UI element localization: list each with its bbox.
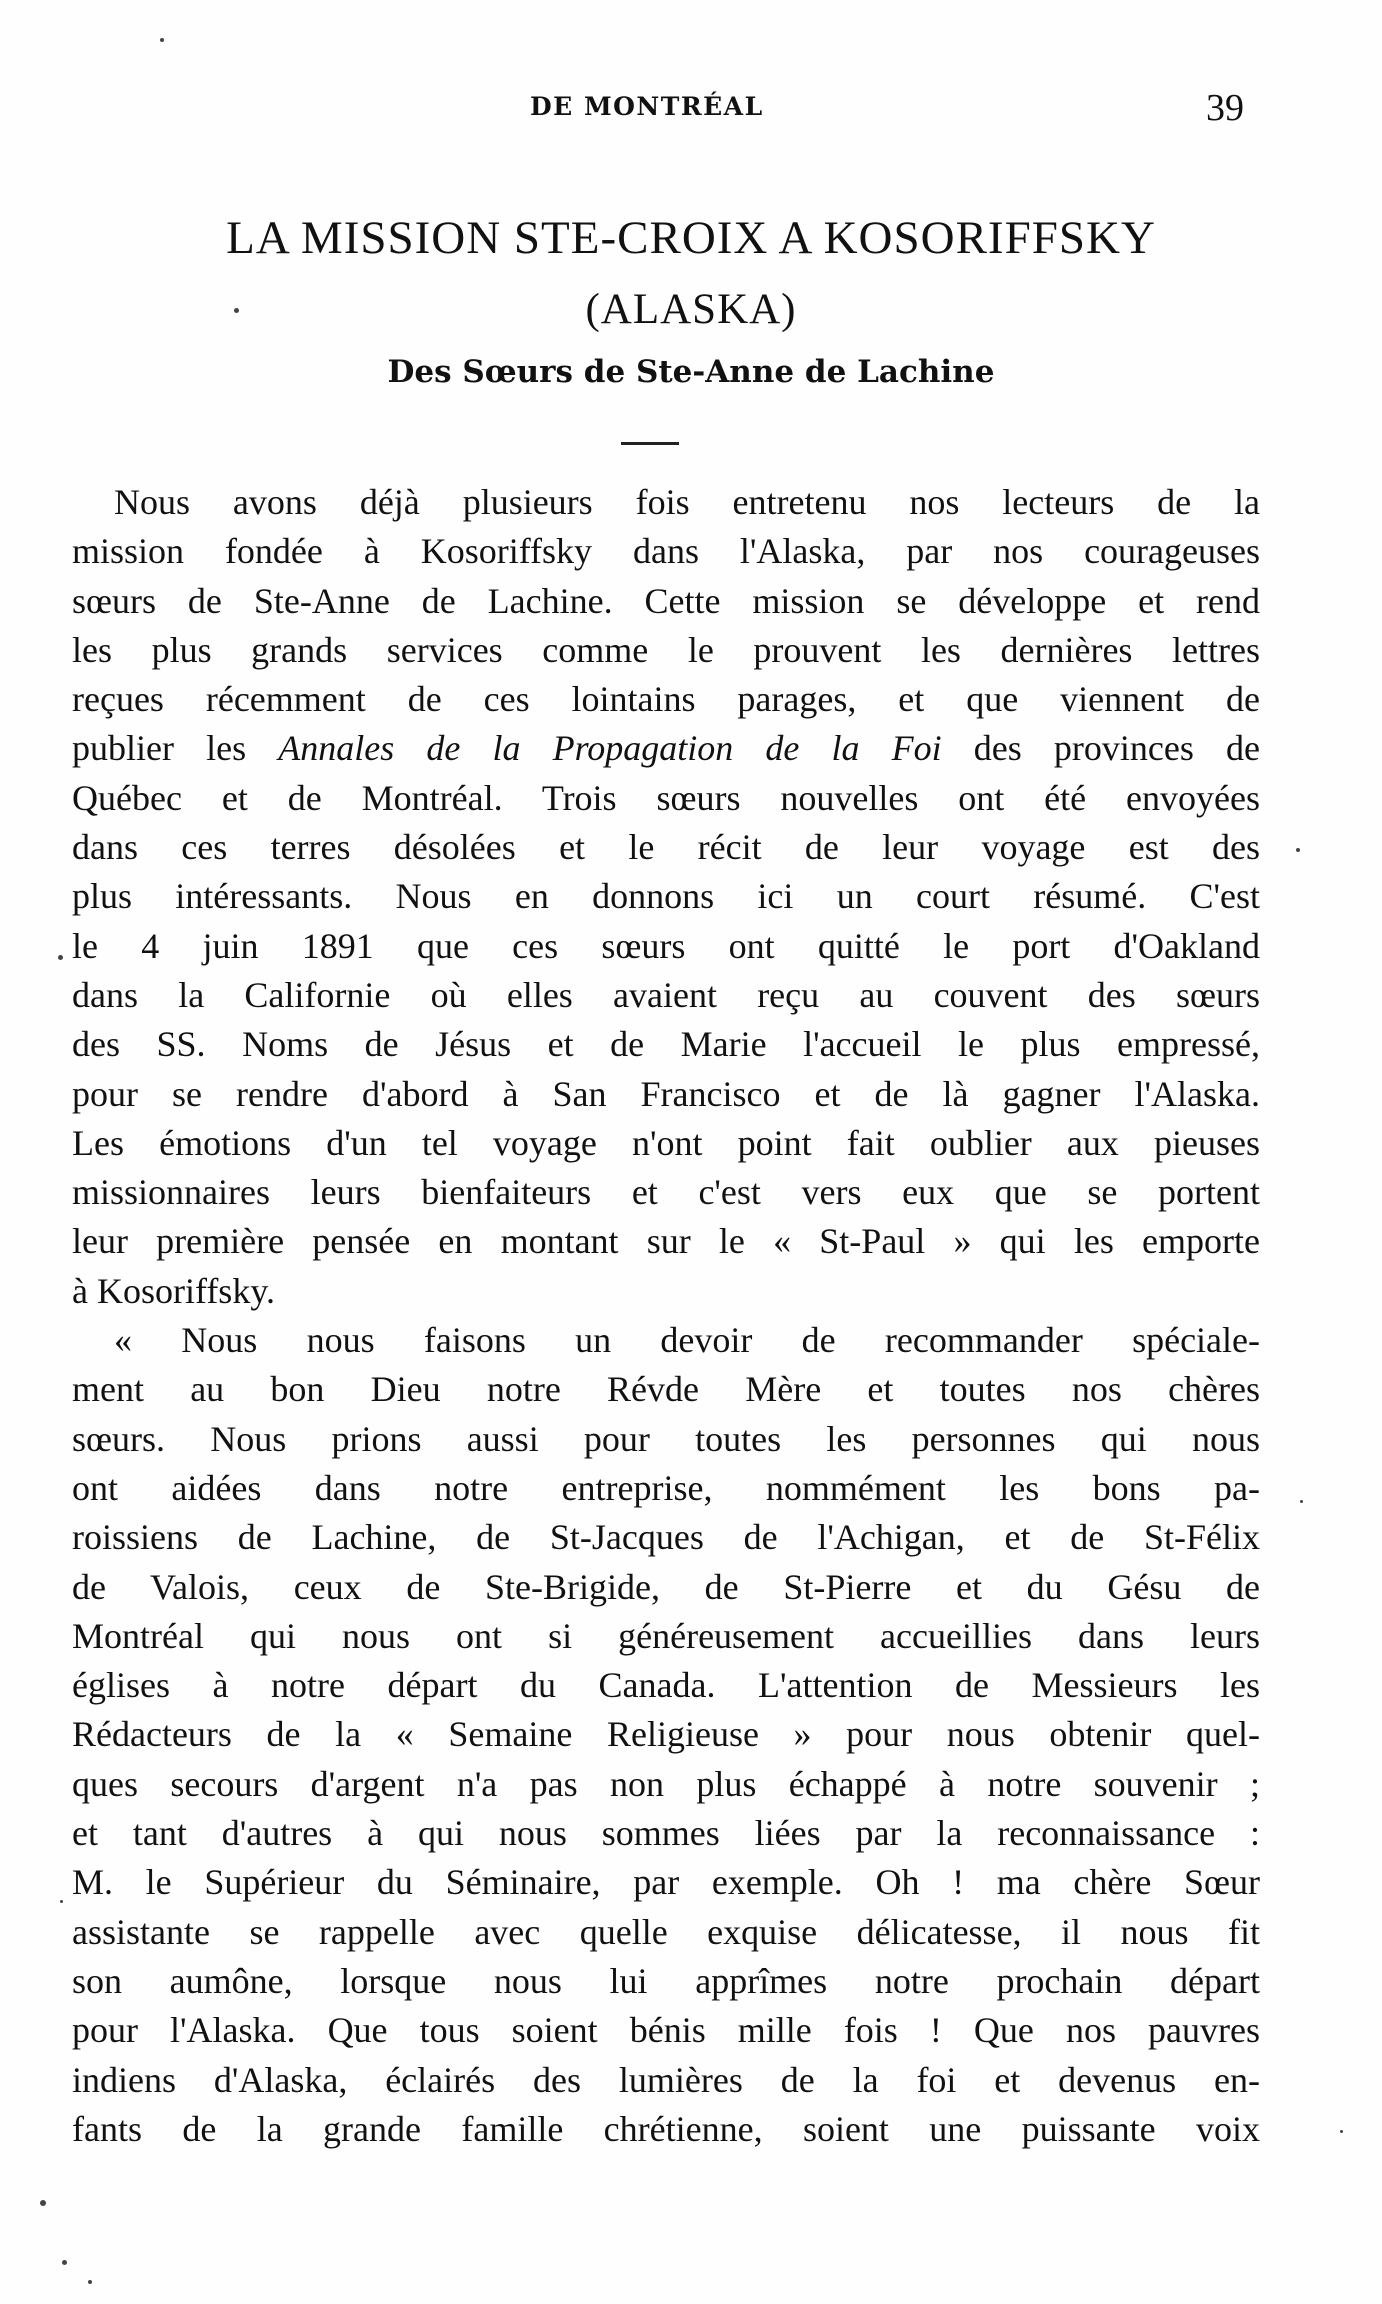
- text-line: ques secours d'argent n'a pas non plus échappé à notre souvenir ;: [72, 1763, 1260, 1804]
- text-line: missionnaires leurs bienfaiteurs et c'est vers eux que se portent: [72, 1172, 1260, 1213]
- page-number: 39: [1206, 87, 1244, 129]
- text-line: reçues récemment de ces lointains parages, et que viennent de: [72, 679, 1260, 720]
- text-line: Québec et de Montréal. Trois sœurs nouvelles ont été envoyées: [72, 777, 1260, 818]
- scan-speck: [58, 955, 63, 960]
- text-line: pour l'Alaska. Que tous soient bénis mille fois ! Que nos pauvres: [72, 2010, 1260, 2051]
- text-line: le 4 juin 1891 que ces sœurs ont quitté le port d'Oakland: [72, 925, 1260, 966]
- scan-speck: [88, 2280, 92, 2284]
- text-line-with-italic: [72, 724, 1260, 773]
- paragraph-2: [72, 1316, 1260, 2154]
- article-body: [72, 478, 1260, 2154]
- text-line: pour se rendre d'abord à San Francisco et de là gagner l'Alaska.: [72, 1073, 1260, 1114]
- text-line: églises à notre départ du Canada. L'attention de Messieurs les: [72, 1665, 1260, 1706]
- text-line: et tant d'autres à qui nous sommes liées par la reconnaissance :: [72, 1813, 1260, 1854]
- scan-speck: [60, 1900, 63, 1903]
- text-line: M. le Supérieur du Séminaire, par exemple. Oh ! ma chère Sœur: [72, 1862, 1260, 1903]
- scan-speck: [1340, 2130, 1343, 2133]
- text-line: son aumône, lorsque nous lui apprîmes notre prochain départ: [72, 1960, 1260, 2001]
- text-line: Montréal qui nous ont si généreusement accueillies dans leurs: [72, 1615, 1260, 1656]
- text-segment: publier les: [72, 728, 279, 769]
- article-subtitle: (ALASKA): [585, 286, 797, 333]
- text-line: sœurs. Nous prions aussi pour toutes les personnes qui nous: [72, 1418, 1260, 1459]
- text-line: de Valois, ceux de Ste-Brigide, de St-Pierre et du Gésu de: [72, 1566, 1260, 1607]
- scan-speck: [40, 2200, 46, 2206]
- journal-title-italic: Annales de la Propagation de la Foi: [278, 728, 942, 769]
- article-byline: Des Sœurs de Ste-Anne de Lachine: [387, 354, 995, 390]
- text-line: assistante se rappelle avec quelle exquise délicatesse, il nous fit: [72, 1911, 1260, 1952]
- text-line: sœurs de Ste-Anne de Lachine. Cette mission se développe et rend: [72, 580, 1260, 621]
- article-title: LA MISSION STE-CROIX A KOSORIFFSKY: [226, 212, 1156, 264]
- text-line: dans la Californie où elles avaient reçu au couvent des sœurs: [72, 974, 1260, 1015]
- paragraph-1: [72, 478, 1260, 1316]
- text-line: des SS. Noms de Jésus et de Marie l'accueil le plus empressé,: [72, 1024, 1260, 1065]
- text-line: mission fondée à Kosoriffsky dans l'Alaska, par nos courageuses: [72, 531, 1260, 572]
- scan-speck: [234, 308, 239, 313]
- text-line: à Kosoriffsky.: [72, 1270, 275, 1311]
- text-line: ment au bon Dieu notre Révde Mère et toutes nos chères: [72, 1369, 1260, 1410]
- text-line: indiens d'Alaska, éclairés des lumières de la foi et devenus en-: [72, 2059, 1260, 2100]
- text-line: Rédacteurs de la « Semaine Religieuse » pour nous obtenir quel-: [72, 1714, 1260, 1755]
- text-line: Les émotions d'un tel voyage n'ont point fait oublier aux pieuses: [72, 1122, 1260, 1163]
- text-line: « Nous nous faisons un devoir de recommander spéciale-: [114, 1320, 1260, 1361]
- scan-speck: [160, 38, 164, 42]
- scan-speck: [62, 2260, 67, 2265]
- text-line: les plus grands services comme le prouvent les dernières lettres: [72, 629, 1260, 670]
- text-line: leur première pensée en montant sur le « St-Paul » qui les emporte: [72, 1221, 1260, 1262]
- text-segment: des provinces de: [941, 728, 1260, 769]
- title-rule: [621, 442, 679, 445]
- text-line: plus intéressants. Nous en donnons ici un court résumé. C'est: [72, 876, 1260, 917]
- text-line: Nous avons déjà plusieurs fois entretenu nos lecteurs de la: [114, 482, 1260, 522]
- scan-speck: [1296, 848, 1300, 852]
- text-line: fants de la grande famille chrétienne, soient une puissante voix: [72, 2108, 1260, 2149]
- running-head: DE MONTRÉAL: [530, 92, 764, 121]
- text-line: roissiens de Lachine, de St-Jacques de l'Achigan, et de St-Félix: [72, 1517, 1260, 1558]
- scan-speck: [1300, 1500, 1303, 1503]
- text-line: ont aidées dans notre entreprise, nommément les bons pa-: [72, 1467, 1260, 1508]
- text-line: dans ces terres désolées et le récit de leur voyage est des: [72, 827, 1260, 868]
